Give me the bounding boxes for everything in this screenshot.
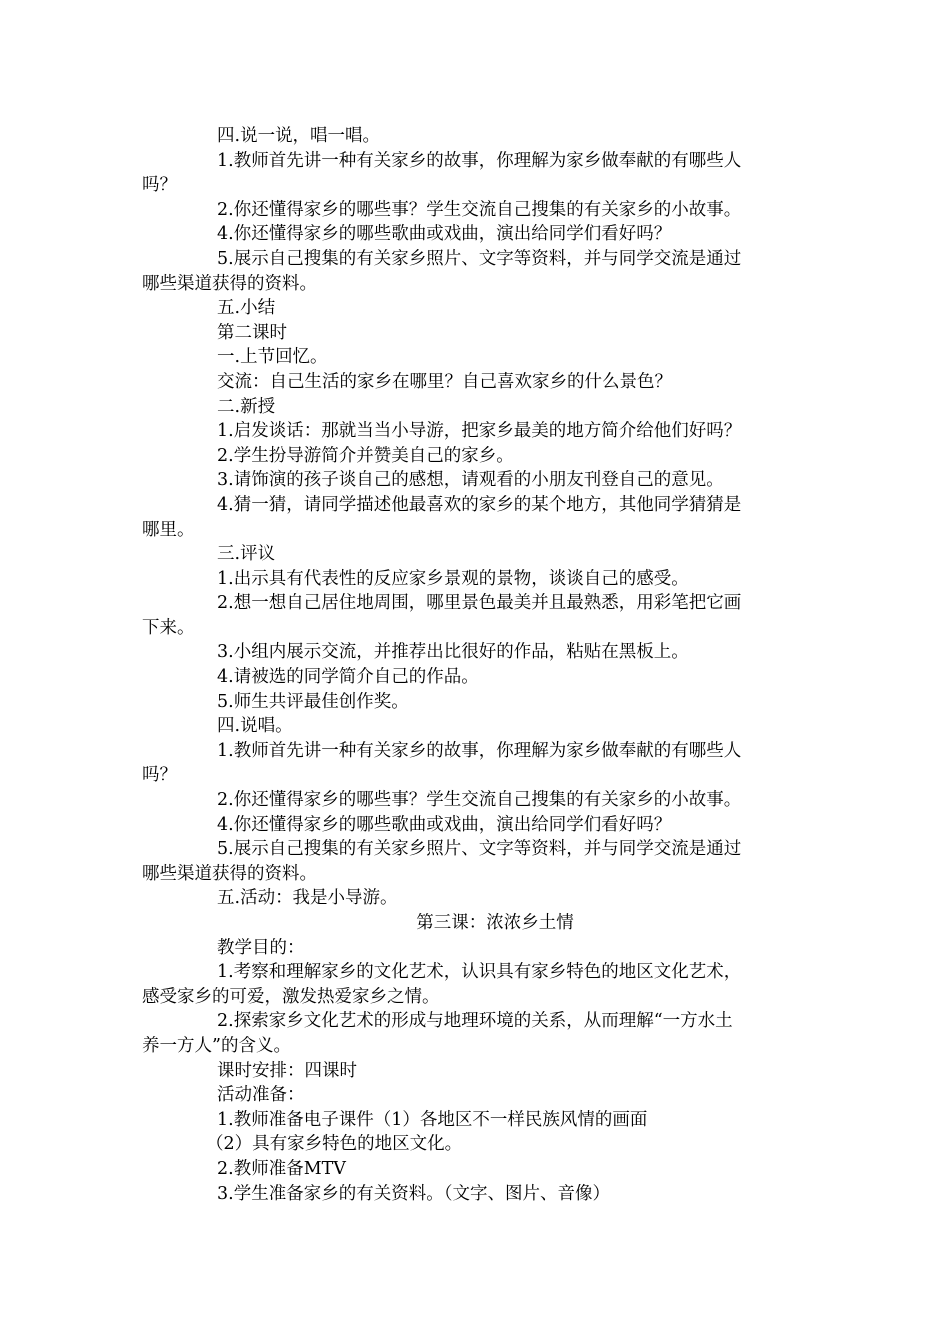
text-line: 活动准备： xyxy=(217,1085,305,1106)
text-line: 1.启发谈话：那就当当小导游，把家乡最美的地方简介给他们好吗？ xyxy=(217,421,742,442)
text-line: （2）具有家乡特色的地区文化。 xyxy=(206,1134,463,1155)
text-line: 2.你还懂得家乡的哪些事？学生交流自己搜集的有关家乡的小故事。 xyxy=(217,199,742,220)
text-line: 课时安排：四课时 xyxy=(217,1060,357,1081)
text-line: 1.教师首先讲一种有关家乡的故事，你理解为家乡做奉献的有哪些人 xyxy=(217,740,742,761)
text-line: 三.评议 xyxy=(217,544,276,565)
text-line: 1.教师首先讲一种有关家乡的故事，你理解为家乡做奉献的有哪些人 xyxy=(217,150,742,171)
text-line: 1.教师准备电子课件（1）各地区不一样民族风情的画面 xyxy=(217,1109,648,1130)
text-line: 2.学生扮导游简介并赞美自己的家乡。 xyxy=(217,445,514,466)
text-line: 4.请被选的同学简介自己的作品。 xyxy=(217,667,479,688)
text-line: 一.上节回忆。 xyxy=(217,347,328,368)
text-line: 哪些渠道获得的资料。 xyxy=(142,273,317,294)
text-line: 四.说一说，唱一唱。 xyxy=(217,126,381,146)
text-line: 3.学生准备家乡的有关资料。（文字、图片、音像） xyxy=(217,1183,610,1204)
text-line: 2.探索家乡文化艺术的形成与地理环境的关系，从而理解“一方水土 xyxy=(217,1011,733,1032)
text-line: 第二课时 xyxy=(217,322,287,343)
text-line: 吗？ xyxy=(142,175,177,196)
text-line: 2.你还懂得家乡的哪些事？学生交流自己搜集的有关家乡的小故事。 xyxy=(217,790,742,811)
text-line: 哪些渠道获得的资料。 xyxy=(142,863,317,884)
text-line: 4.猜一猜，请同学描述他最喜欢的家乡的某个地方，其他同学猜猜是 xyxy=(217,494,742,515)
text-line: 感受家乡的可爱，激发热爱家乡之情。 xyxy=(142,986,440,1007)
text-line: 5.师生共评最佳创作奖。 xyxy=(217,691,409,712)
text-line: 5.展示自己搜集的有关家乡照片、文字等资料，并与同学交流是通过 xyxy=(217,839,742,860)
text-line: 二.新授 xyxy=(217,396,276,417)
text-line: 养一方人”的含义。 xyxy=(142,1035,291,1056)
text-line: 3.请饰演的孩子谈自己的感想，请观看的小朋友刊登自己的意见。 xyxy=(217,470,724,491)
text-line: 五.小结 xyxy=(217,298,276,319)
section-heading: 第三课：浓浓乡土情 xyxy=(416,913,574,933)
text-line: 2.想一想自己居住地周围，哪里景色最美并且最熟悉，用彩笔把它画 xyxy=(217,593,742,614)
text-line: 4.你还懂得家乡的哪些歌曲或戏曲，演出给同学们看好吗？ xyxy=(217,224,672,245)
text-line: 5.展示自己搜集的有关家乡照片、文字等资料，并与同学交流是通过 xyxy=(217,248,742,269)
text-line: 教学目的： xyxy=(217,937,305,958)
text-line: 吗？ xyxy=(142,765,177,786)
document-body xyxy=(142,124,808,1206)
text-line: 3.小组内展示交流，并推荐出比很好的作品，粘贴在黑板上。 xyxy=(217,642,689,663)
text-line: 四.说唱。 xyxy=(217,716,293,737)
text-line: 五.活动：我是小导游。 xyxy=(217,888,398,909)
text-line: 1.考察和理解家乡的文化艺术，认识具有家乡特色的地区文化艺术， xyxy=(217,962,742,983)
text-line: 2.教师准备MTV xyxy=(217,1158,346,1179)
text-line: 交流：自己生活的家乡在哪里？自己喜欢家乡的什么景色？ xyxy=(217,371,672,392)
text-line: 哪里。 xyxy=(142,519,195,540)
text-line: 1.出示具有代表性的反应家乡景观的景物，谈谈自己的感受。 xyxy=(217,568,689,589)
text-line: 下来。 xyxy=(142,617,195,638)
text-line: 4.你还懂得家乡的哪些歌曲或戏曲，演出给同学们看好吗？ xyxy=(217,814,672,835)
